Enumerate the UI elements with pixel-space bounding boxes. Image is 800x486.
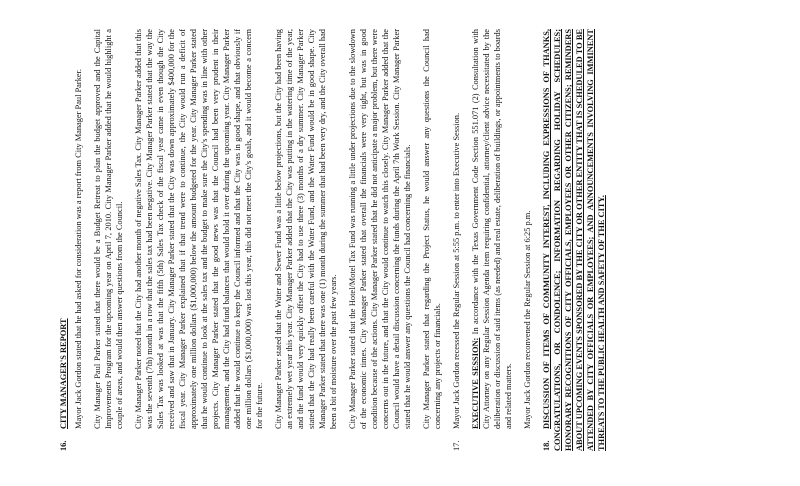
- item-18-text: DISCUSSION OF ITEMS OF COMMUNITY INTEREST, INCLUDING EXPRESSIONS OF THANKS, CONGRATULATIONS, OR CONDOLENCE; INFORMATION REGARDING HOLIDAY SCHEDULES; HONORARY RECOGNITIONS OF CITY OFFICIALS, EMPLOYEES OR OTHER CITIZENS; REMINDERS ABOUT UPCOMING EVENTS SPONSORED BY THE CITY OR OTHER ENTITY THAT IS SCHEDULED TO BE ATTENDED BY CITY OFFICIALS OR EMPLOYEES; AND ANNOUNCEMENTS INVOLVING IMMINENT THREATS TO THE PUBLIC HEALTH AND SAFETY OF THE CITY.: [542, 29, 606, 451]
- item-16-heading: [58, 29, 69, 451]
- item-18-heading: [541, 29, 607, 451]
- item-16-paragraph-2: City Manager Paul Parker stated that there would be a Budget Retreat to plan the budget approved and the Capital Improvements Program for the upcoming year on April 7, 2010. City Manager Parker added that he would highlight a couple of areas, and would then answer questions from the Council.: [93, 29, 124, 429]
- executive-session-text: In accordance with the Texas Government Code Section 551.071 (2) Consultation with City Attorney on any Regular Session Agenda item requiring confidential, attorney/client advice necessitated by the deliberation or discussion of said items (as needed) and real estate, deliberation of buildings, or appointments to boards and related matters.: [471, 29, 513, 429]
- item-16-paragraph-3: City Manager Parker noted that the City had another month of negative Sales Tax. City Manager Parker added that this was the seventh (7th) month in a row that the sales tax had been negative. City Manager Parker stated that the way the Sales Tax was looked at was that the fifth (5th) Sales Tax check of the fiscal year came in even though the City received and saw that in January. City Manager Parker stated that the City was down approximately $400,000 for the fiscal year. City Manager Parker explained that if that trend were to continue, the City would run a deficit of approximately one million dollars ($1,000,000) below the amount budgeted for the year. City Manager Parker stated that he would continue to look at the sales tax and the budget to make sure the City's spending was in line with other projects. City Manager Parker stated that the good news was that the Council had been very prudent in their management, and the City had fund balances that would hold it over during the upcoming year. City Manager Parker added that he would continue to keep the Council informed and that the City was in good shape, and that obviously if one million dollars ($1,000,000) was lost this year, this did not meet the City's goals, and it would become a concern for the future.: [134, 29, 264, 429]
- rotated-minutes-page: [0, 3, 800, 483]
- executive-session-paragraph: [470, 29, 514, 429]
- item-16-paragraph-5: City Manager Parker stated that the Hotel/Motel Tax Fund was running a little under projections due to the slowdown of the economic times. City Manager Parker stated that overall the financials were very tight, but was in good condition because of the actions. City Manager Parker stated that he did not anticipate a major problem, but there were concerns out in the future, and that the City would continue to watch this closely. City Manager Parker added that the Council would have a detail discussion concerning the funds during the April 7th Work Session. City Manager Parker stated that he would answer any questions the Council had concerning the financials.: [348, 29, 412, 429]
- item-16-paragraph-4: City Manager Parker stated that the Water and Sewer Fund was a little below projections, but the City had been having an extremely wet year this year. City Manager Parker added that the City was putting in the watering time of the year, and the fund would very quickly offset the City had to use three (3) months of a dry summer. City Manager Parker stated that the City had really been careful with the Water Fund, and the Water Fund would be in good shape. City Manager Parker stated that there was one (1) month during the summer that had been very dry, and the City overall had been a bit of moisture over the past few years.: [274, 29, 338, 429]
- item-17-text: Mayor Jack Gordon recessed the Regular Session at 5:55 p.m. to enter into Executive Session.: [452, 112, 461, 429]
- item-16-title: CITY MANAGER'S REPORT: [59, 318, 68, 429]
- item-18-number: 18.: [542, 440, 551, 451]
- item-17-row: [451, 29, 470, 451]
- item-17-number: 17.: [452, 440, 461, 451]
- item-16-paragraph-6: City Manager Parker stated that regarding the Project Status, he would answer any questions the Council had concerning any projects or financials.: [422, 29, 442, 429]
- item-16-paragraph-1: Mayor Jack Gordon stated that he had asked for consideration was a report from City Manager Paul Parker.: [74, 68, 83, 429]
- reconvene-text: Mayor Jack Gordon reconvened the Regular Session at 6:25 p.m.: [523, 210, 532, 429]
- item-16-number: 16.: [59, 440, 68, 451]
- executive-session-title: EXECUTIVE SESSION:: [471, 337, 480, 429]
